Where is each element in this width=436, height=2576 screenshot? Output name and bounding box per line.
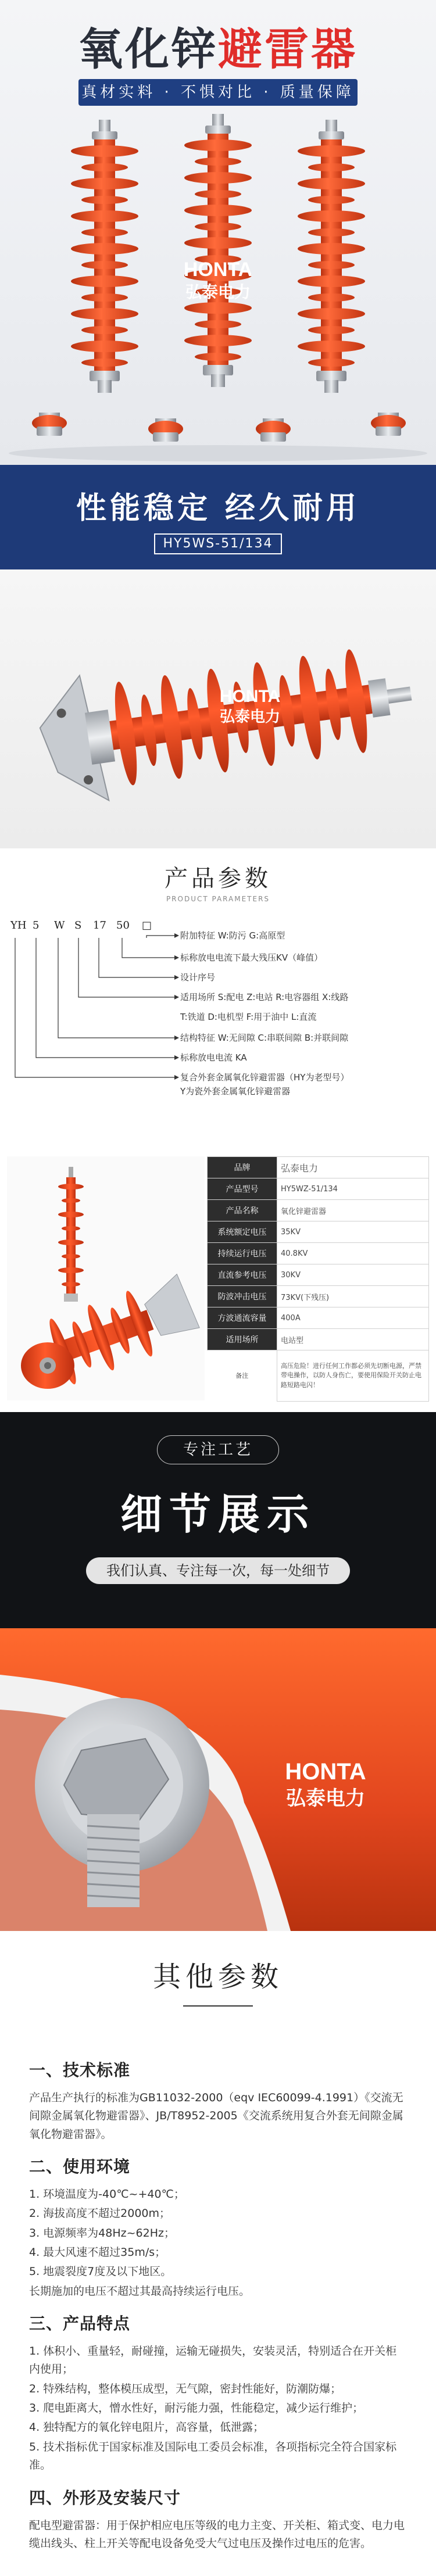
spec-key: 品牌 — [208, 1157, 277, 1178]
spec-product-illustration — [7, 1156, 205, 1400]
section-tech-standard-text: 产品生产执行的标准为GB11032-2000（eqv IEC60099-4.1991）《交流无间隙金属氧化物避雷器》、JB/T8952-2005《交流系统用复合外套无间隙金属氧化物避雷器》。 — [29, 2091, 403, 2141]
spec-value: 电站型 — [277, 1329, 429, 1350]
list-item: 长期施加的电压不超过其最高持续运行电压。 — [29, 2284, 251, 2298]
table-row — [208, 1329, 429, 1350]
spec-note-key: 备注 — [208, 1350, 277, 1402]
code-desc-series-2: Y为瓷外套金属氧化锌避雷器 — [180, 1086, 291, 1097]
detail-tagline: 我们认真、专注每一次，每一处细节 — [86, 1557, 350, 1584]
spec-value: 氧化锌避雷器 — [277, 1200, 429, 1221]
environment-list — [29, 2186, 407, 2301]
features-list — [29, 2342, 407, 2474]
code-leader-lines — [0, 912, 436, 1145]
spec-key: 适用场所 — [208, 1329, 277, 1350]
detail-closeup-illustration — [0, 1628, 436, 1931]
lying-arrester-illustration — [0, 569, 436, 848]
hero-section — [0, 0, 436, 465]
other-params-title: 其他参数 — [152, 1961, 283, 1993]
spec-note-value: 高压危险！进行任何工作都必须先切断电源，严禁带电操作，以防人身伤亡，要使用保险开关防止电路短路电闪！ — [277, 1350, 429, 1402]
code-desc-series: 复合外套金属氧化锌避雷器（HY为老型号） — [180, 1072, 349, 1083]
code-desc-design-no: 设计序号 — [180, 972, 216, 983]
hero-brand-en: HONTA — [183, 259, 253, 281]
table-row — [208, 1221, 429, 1243]
list-item: 2. 海拔高度不超过2000m； — [29, 2207, 171, 2220]
other-params-body — [0, 2047, 436, 2576]
banner-model-badge: HY5WS-51/134 — [154, 533, 282, 554]
model-code-diagram — [0, 912, 436, 1145]
lying-brand-en: HONTA — [219, 687, 281, 706]
product-side-view — [0, 569, 436, 848]
list-item: 4. 独特配方的氧化锌电阻片，高容量，低泄露； — [29, 2421, 265, 2434]
hero-brand-cn: 弘泰电力 — [185, 282, 251, 302]
list-item: 3. 爬电距离大，憎水性好，耐污能力强，性能稳定，减少运行维护； — [29, 2402, 364, 2415]
detail-photo — [0, 1628, 436, 1931]
spec-section — [0, 1145, 436, 1412]
params-title-en: PRODUCT PARAMETERS — [166, 895, 270, 903]
code-char-structure: W — [54, 919, 65, 931]
section-dimensions-heading: 四、外形及安装尺寸 — [29, 2488, 181, 2507]
hero-title — [0, 14, 436, 77]
list-item: 1. 环境温度为-40℃~+40℃； — [29, 2188, 185, 2201]
detail-brand-cn: 弘泰电力 — [286, 1787, 365, 1810]
spec-value: HY5WZ-51/134 — [277, 1178, 429, 1200]
spec-table — [207, 1156, 429, 1402]
table-row-note — [208, 1350, 429, 1402]
lying-brand-cn: 弘泰电力 — [219, 708, 281, 726]
code-desc-structure: 结构特征 W:无间隙 C:串联间隙 B:并联间隙 — [180, 1033, 349, 1043]
list-item: 4. 最大风速不超过35m/s； — [29, 2246, 166, 2259]
spec-key: 方波通流容量 — [208, 1307, 277, 1329]
section-environment-heading: 二、使用环境 — [29, 2157, 131, 2177]
section-tech-standard-heading: 一、技术标准 — [29, 2061, 131, 2080]
spec-key: 防波冲击电压 — [208, 1286, 277, 1307]
spec-key: 系统额定电压 — [208, 1221, 277, 1243]
spec-key: 产品名称 — [208, 1200, 277, 1221]
code-char-current: 5 — [33, 919, 40, 931]
detail-brand-en: HONTA — [285, 1759, 366, 1785]
spec-key: 产品型号 — [208, 1178, 277, 1200]
title-divider — [183, 2005, 253, 2007]
code-char-residual: 50 — [116, 919, 130, 931]
table-row — [208, 1157, 429, 1178]
table-row — [208, 1243, 429, 1264]
table-row — [208, 1307, 429, 1329]
params-heading — [0, 848, 436, 912]
spec-key: 持续运行电压 — [208, 1243, 277, 1264]
table-row — [208, 1178, 429, 1200]
list-item: 1. 体积小、重量轻，耐碰撞，运输无碰损失，安装灵活，特别适合在开关柜内使用； — [29, 2345, 397, 2376]
code-desc-residual: 标称放电电流下最大残压KV（峰值） — [180, 952, 323, 963]
table-row — [208, 1264, 429, 1286]
spec-value: 40.8KV — [277, 1243, 429, 1264]
list-item: 2. 特殊结构，整体模压成型，无气隙，密封性能好，防潮防爆； — [29, 2382, 342, 2395]
spec-value: 35KV — [277, 1221, 429, 1243]
code-char-additional: □ — [142, 919, 152, 931]
hero-title-part-a: 氧化锌 — [78, 23, 218, 75]
section-dimensions-text: 配电型避雷器：用于保护相应电压等级的电力主变、开关柜、箱式变、电力电缆出线头、柱上开关等配电设备免受大气过电压及操作过电压的危害。 — [29, 2518, 405, 2550]
list-item: 3. 电源频率为48Hz~62Hz； — [29, 2226, 175, 2240]
params-title: 产品参数 — [165, 865, 271, 892]
hero-subtitle: 真材实料 · 不惧对比 · 质量保障 — [78, 79, 358, 106]
spec-key: 直流参考电压 — [208, 1264, 277, 1286]
spec-value: 73KV(下残压) — [277, 1286, 429, 1307]
code-char-design-no: 17 — [93, 919, 106, 931]
spec-value: 400A — [277, 1307, 429, 1329]
table-row — [208, 1200, 429, 1221]
other-params-heading — [0, 1931, 436, 2047]
code-desc-application: 适用场所 S:配电 Z:电站 R:电容器组 X:线路 — [180, 992, 349, 1002]
detail-title: 细节展示 — [120, 1490, 316, 1539]
code-desc-current: 标称放电电流 KA — [180, 1052, 247, 1063]
hero-arrester-illustration — [0, 110, 436, 465]
spec-value: 30KV — [277, 1264, 429, 1286]
list-item: 5. 技术指标优于国家标准及国际电工委员会标准，各项指标完全符合国家标准。 — [29, 2440, 397, 2472]
table-row — [208, 1286, 429, 1307]
section-features-heading: 三、产品特点 — [29, 2314, 131, 2334]
code-desc-additional: 附加特征 W:防污 G:高原型 — [180, 930, 285, 941]
list-item: 5. 地震裂度7度及以下地区。 — [29, 2265, 172, 2278]
code-desc-application-2: T:铁道 D:电机型 F:用于油中 L:直流 — [180, 1012, 317, 1022]
detail-tag: 专注工艺 — [157, 1435, 279, 1464]
code-char-application: S — [74, 919, 82, 931]
detail-header — [0, 1412, 436, 1628]
spec-value: 弘泰电力 — [277, 1157, 429, 1178]
performance-banner — [0, 465, 436, 569]
hero-title-part-b: 避雷器 — [218, 23, 358, 75]
banner-title: 性能稳定 经久耐用 — [76, 491, 360, 526]
code-char-series: YH — [10, 919, 27, 931]
